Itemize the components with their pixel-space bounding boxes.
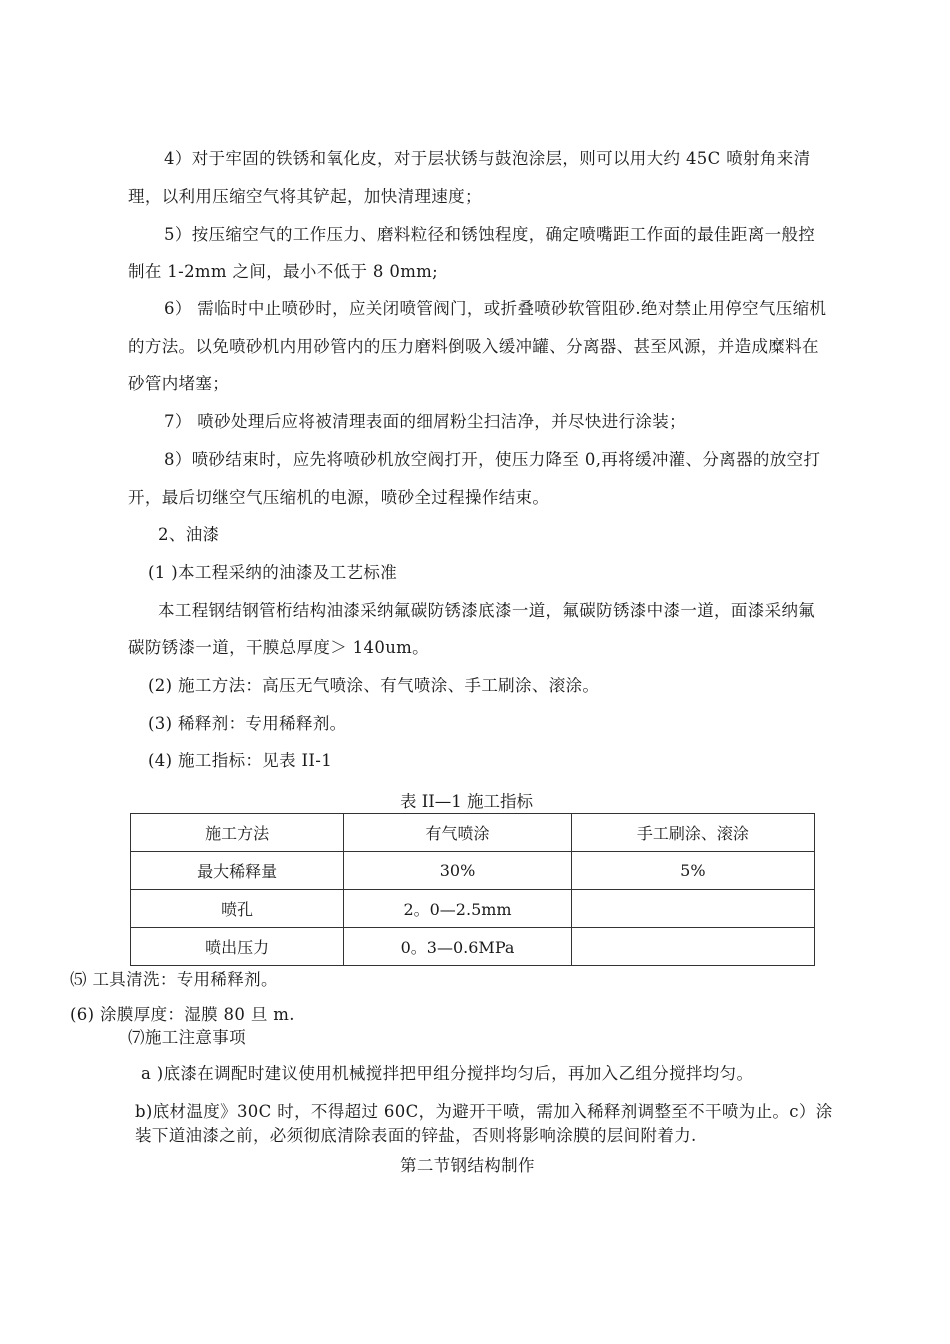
paragraph-line: 理，以利用压缩空气将其铲起，加快清理速度；	[128, 187, 482, 206]
table-cell	[571, 928, 814, 966]
thinner-item: (3) 稀释剂：专用稀释剂。	[148, 714, 347, 733]
section-title: 第二节钢结构制作	[400, 1156, 535, 1175]
paragraph-line: 7） 喷砂处理后应将被清理表面的细屑粉尘扫洁净，并尽快进行涂装；	[164, 412, 686, 431]
table-cell: 30%	[344, 852, 571, 890]
tool-cleaning-item: ⑸ 工具清洗：专用稀释剂。	[70, 970, 278, 989]
paragraph-line: 制在 1-2mm 之间，最小不低于 8 0mm;	[128, 262, 439, 281]
paragraph-line: 碳防锈漆一道，干膜总厚度＞ 140um。	[128, 638, 430, 657]
paragraph-line: 装下道油漆之前，必须彻底清除表面的锌盐，否则将影响涂膜的层间附着力.	[135, 1126, 697, 1145]
paragraph-line: 开，最后切继空气压缩机的电源，喷砂全过程操作结束。	[128, 488, 550, 507]
paragraph-line: 5）按压缩空气的工作压力、磨料粒径和锈蚀程度，确定喷嘴距工作面的最佳距离一般控	[164, 225, 816, 244]
paragraph-line: 4）对于牢固的铁锈和氧化皮，对于层状锈与鼓泡涂层，则可以用大约 45C 喷射角来清	[164, 149, 811, 168]
precaution-a: a )底漆在调配时建议使用机械搅拌把甲组分搅拌均匀后，再加入乙组分搅拌均匀。	[141, 1064, 754, 1083]
table-row	[131, 852, 815, 890]
table-header-cell: 有气喷涂	[344, 814, 571, 852]
table-header-cell: 施工方法	[131, 814, 344, 852]
table-cell: 喷孔	[131, 890, 344, 928]
paragraph-line: 本工程钢结钢管桁结构油漆采纳氟碳防锈漆底漆一道，氟碳防锈漆中漆一道，面漆采纳氟	[158, 601, 816, 620]
section-heading-paint: 2、油漆	[158, 525, 220, 544]
film-thickness-item: (6) 涂膜厚度：湿膜 80 旦 m.	[70, 1005, 295, 1024]
table-cell: 2。0—2.5mm	[344, 890, 571, 928]
construction-index-item: (4) 施工指标：见表 II-1	[148, 751, 333, 770]
table-row	[131, 928, 815, 966]
paragraph-line: 8）喷砂结束时，应先将喷砂机放空阀打开，使压力降至 0,再将缓冲灌、分离器的放空打	[164, 450, 821, 469]
construction-index-table	[130, 813, 815, 966]
paragraph-line: b)底材温度》30C 时，不得超过 60C，为避开干喷，需加入稀释剂调整至不干喷为止。c）涂	[135, 1102, 833, 1121]
table-cell: 喷出压力	[131, 928, 344, 966]
table-cell: 5%	[571, 852, 814, 890]
subsection-heading: (1 )本工程采纳的油漆及工艺标准	[148, 563, 398, 582]
precautions-heading: ⑺施工注意事项	[128, 1028, 246, 1047]
table-cell: 0。3—0.6MPa	[344, 928, 571, 966]
table-cell: 最大稀释量	[131, 852, 344, 890]
table-header-cell: 手工刷涂、滚涂	[571, 814, 814, 852]
table-header-row	[131, 814, 815, 852]
paragraph-line: 砂管内堵塞；	[128, 374, 230, 393]
table-caption: 表 II—1 施工指标	[400, 792, 534, 811]
table-cell	[571, 890, 814, 928]
paragraph-line: 6） 需临时中止喷砂时，应关闭喷管阀门，或折叠喷砂软管阻砂.绝对禁止用停空气压缩机	[164, 299, 827, 318]
construction-method-item: (2) 施工方法：高压无气喷涂、有气喷涂、手工刷涂、滚涂。	[148, 676, 600, 695]
paragraph-line: 的方法。以免喷砂机内用砂管内的压力磨料倒吸入缓冲罐、分离器、甚至风源，并造成糜料在	[128, 337, 819, 356]
table-row	[131, 890, 815, 928]
